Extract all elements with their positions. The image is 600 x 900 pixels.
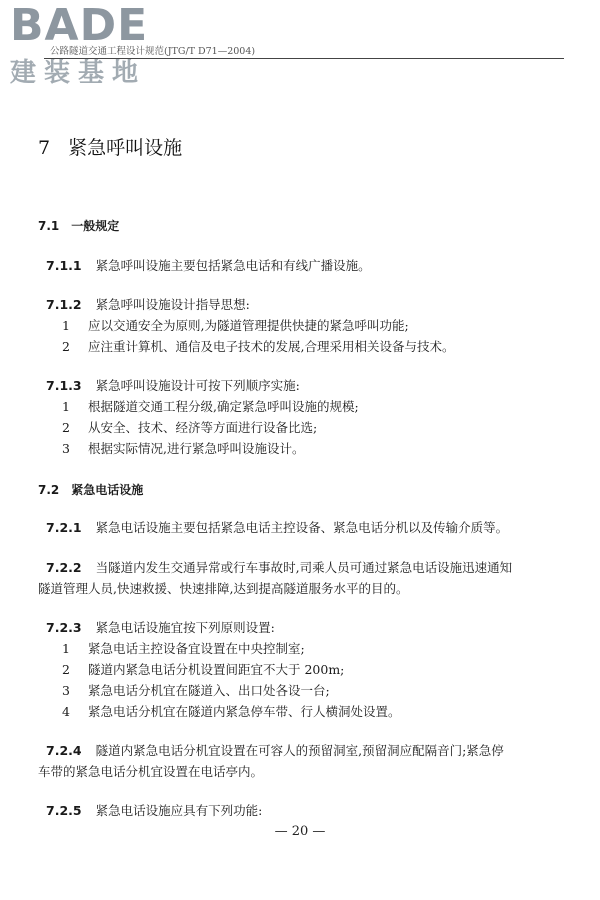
- clause-text: 紧急呼叫设施主要包括紧急电话和有线广播设施。: [95, 258, 371, 273]
- list-item: [62, 662, 344, 678]
- item-number: 4: [62, 704, 70, 719]
- clause-7-2-1: [46, 520, 508, 536]
- clause-text-continuation: 隧道管理人员,快速救援、快速排障,达到提高隧道服务水平的目的。: [38, 581, 409, 596]
- list-item: [62, 641, 305, 657]
- item-number: 2: [62, 662, 70, 677]
- clause-7-2-4: [46, 743, 504, 759]
- clause-number: 7.1.1: [46, 258, 82, 273]
- clause-number: 7.1.3: [46, 378, 82, 393]
- list-item: [62, 318, 409, 334]
- item-number: 2: [62, 420, 70, 435]
- section-number: 7.1: [38, 219, 60, 233]
- item-text: 应注重计算机、通信及电子技术的发展,合理采用相关设备与技术。: [88, 339, 455, 354]
- item-text: 根据实际情况,进行紧急呼叫设施设计。: [88, 441, 305, 456]
- chapter-title: [38, 133, 182, 160]
- item-text: 紧急电话分机宜在隧道入、出口处各设一台;: [88, 683, 330, 698]
- list-item: [62, 683, 330, 699]
- watermark-cn-text: 建装基地: [10, 58, 147, 88]
- item-number: 1: [62, 641, 70, 656]
- item-number: 2: [62, 339, 70, 354]
- list-item: [62, 420, 317, 436]
- clause-text: 紧急电话设施应具有下列功能:: [95, 803, 263, 818]
- watermark-logo-text: BADE: [10, 0, 149, 51]
- clause-number: 7.2.2: [46, 560, 82, 575]
- item-number: 1: [62, 399, 70, 414]
- item-text: 紧急电话主控设备宜设置在中央控制室;: [88, 641, 305, 656]
- clause-7-1-1: [46, 258, 371, 274]
- clause-number: 7.1.2: [46, 297, 82, 312]
- clause-text: 隧道内紧急电话分机宜设置在可容人的预留洞室,预留洞应配隔音门;紧急停: [95, 743, 504, 758]
- item-text: 应以交通安全为原则,为隧道管理提供快捷的紧急呼叫功能;: [88, 318, 409, 333]
- clause-text: 紧急呼叫设施设计指导思想:: [95, 297, 250, 312]
- item-text: 紧急电话分机宜在隧道内紧急停车带、行人横洞处设置。: [88, 704, 401, 719]
- clause-text: 当隧道内发生交通异常或行车事故时,司乘人员可通过紧急电话设施迅速通知: [95, 560, 513, 575]
- chapter-number: 7: [38, 137, 51, 159]
- item-number: 1: [62, 318, 70, 333]
- item-number: 3: [62, 441, 70, 456]
- section-title: 一般规定: [71, 219, 120, 233]
- item-text: 从安全、技术、经济等方面进行设备比选;: [88, 420, 318, 435]
- clause-7-1-2: [46, 297, 250, 313]
- section-heading-7-1: [38, 218, 119, 234]
- clause-number: 7.2.4: [46, 743, 82, 758]
- item-text: 根据隧道交通工程分级,确定紧急呼叫设施的规模;: [88, 399, 359, 414]
- clause-number: 7.2.5: [46, 803, 82, 818]
- clause-7-1-3: [46, 378, 300, 394]
- list-item: [62, 339, 454, 355]
- list-item: [62, 441, 304, 457]
- list-item: [62, 399, 359, 415]
- running-head: 公路隧道交通工程设计规范(JTG/T D71—2004): [50, 46, 256, 57]
- clause-text: 紧急电话设施宜按下列原则设置:: [95, 620, 275, 635]
- clause-7-2-3: [46, 620, 275, 636]
- clause-text: 紧急呼叫设施设计可按下列顺序实施:: [95, 378, 300, 393]
- clause-7-2-5: [46, 803, 262, 819]
- clause-7-2-2: [46, 560, 512, 576]
- clause-number: 7.2.3: [46, 620, 82, 635]
- page-number: — 20 —: [274, 824, 326, 839]
- list-item: [62, 704, 401, 720]
- item-number: 3: [62, 683, 70, 698]
- chapter-title-text: 紧急呼叫设施: [68, 137, 183, 159]
- section-number: 7.2: [38, 483, 60, 497]
- clause-text-continuation: 车带的紧急电话分机宜设置在电话亭内。: [38, 764, 264, 779]
- section-heading-7-2: [38, 482, 143, 498]
- section-title: 紧急电话设施: [71, 483, 144, 497]
- clause-text: 紧急电话设施主要包括紧急电话主控设备、紧急电话分机以及传输介质等。: [95, 520, 509, 535]
- header-rule: [44, 58, 564, 59]
- clause-number: 7.2.1: [46, 520, 82, 535]
- item-text: 隧道内紧急电话分机设置间距宜不大于 200m;: [88, 662, 345, 677]
